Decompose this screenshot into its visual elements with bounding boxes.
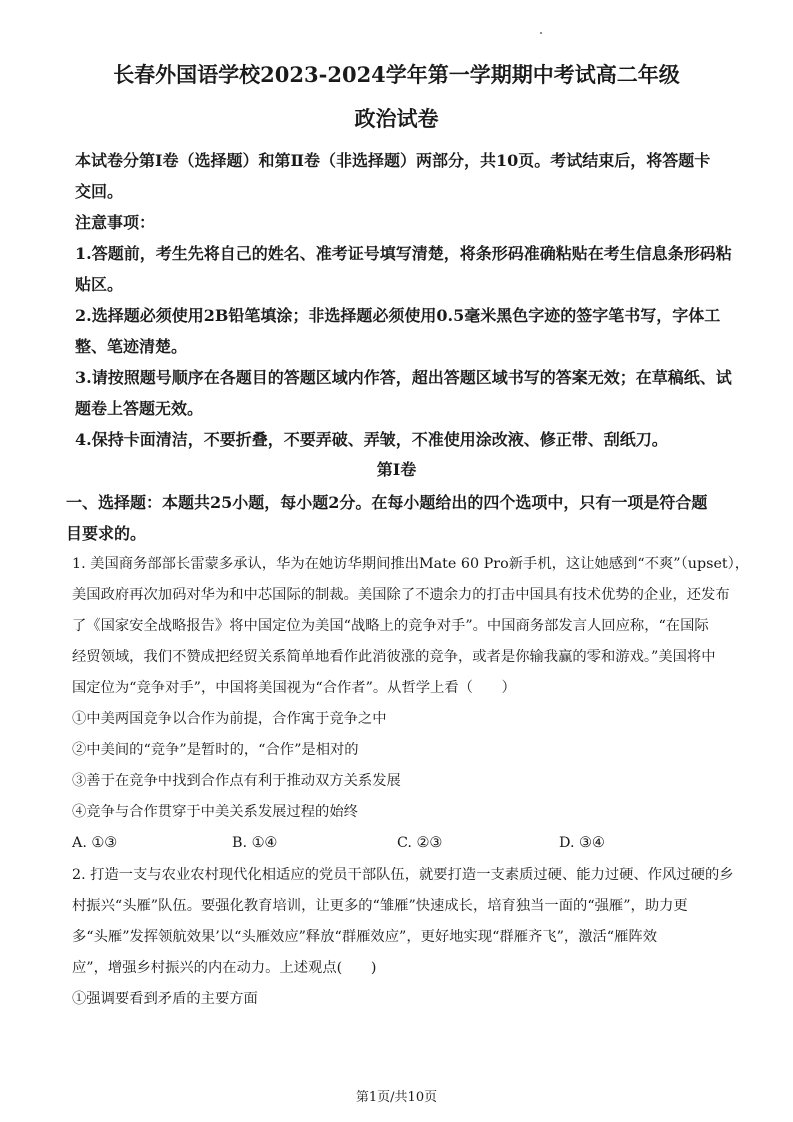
statement: ①强调要看到矛盾的主要方面 [72,991,258,1007]
statement: ④竞争与合作贯穿于中美关系发展过程的始终 [72,804,358,820]
notice-item: 3.请按照题号顺序在各题目的答题区域内作答，超出答题区域书写的答案无效；在草稿纸、试 [75,368,732,387]
section-heading [66,487,731,549]
option-b[interactable]: B. ①④ [232,835,278,851]
notice-item: 2.选择题必须使用2B铅笔填涂；非选择题必须使用0.5毫米黑色字迹的签字笔书写，字体工 [75,306,721,325]
option-c[interactable]: C. ②③ [397,835,443,851]
question-stem-line: 应”，增强乡村振兴的内在动力。上述观点( ) [72,960,377,976]
option-d[interactable]: D. ③④ [559,835,605,851]
notice-item: 整、笔迹清楚。 [75,337,188,356]
notice-item: 贴区。 [75,275,124,294]
statement: ①中美两国竞争以合作为前提，合作寓于竞争之中 [72,711,387,727]
scan-dot [540,32,542,34]
intro-line: 交回。 [75,182,124,201]
notice-item: 题卷上答题无效。 [75,399,204,418]
question-2 [72,860,734,1015]
question-stem-line: 经贸领域，我们不赞成把经贸关系简单地看作此消彼涨的竞争，或者是你输我赢的零和游戏。”美国将中 [72,649,716,665]
volume-heading: 第Ⅰ卷 [376,460,417,479]
page-number: 第1页/共10页 [355,1090,438,1105]
question-stem-line: 2. 打造一支与农业农村现代化相适应的党员干部队伍，就要打造一支素质过硬、能力过硬、作风过硬的乡 [72,867,734,883]
question-stem-line: 1. 美国商务部部长雷蒙多承认，华为在她访华期间推出Mate 60 Pro新手机，这让她感到“不爽”（upset）， [72,556,750,572]
question-stem-line: 美国政府再次加码对华为和中芯国际的制裁。美国除了不遗余力的打击中国具有技术优势的企业，还发布 [72,587,730,603]
question-stem-line: 了《国家安全战略报告》将中国定位为美国“战略上的竞争对手”。中国商务部发言人回应称，“在国际 [72,618,709,634]
question-stem-line: 村振兴“头雁”队伍。要强化教育培训，让更多的“雏雁”快速成长，培育独当一面的“强雁”，助力更 [72,898,688,914]
question-1-options [72,828,727,859]
question-1 [72,549,750,828]
exam-intro [75,145,732,455]
statement: ②中美间的“竞争”是暂时的，“合作”是相对的 [72,742,359,758]
exam-subject: 政治试卷 [354,106,439,131]
option-a[interactable]: A. ①③ [72,835,118,851]
statement: ③善于在竞争中找到合作点有利于推动双方关系发展 [72,773,401,789]
intro-line: 本试卷分第Ⅰ卷（选择题）和第Ⅱ卷（非选择题）两部分，共10页。考试结束后，将答题卡 [75,151,711,170]
question-stem-line: 国定位为“竞争对手”，中国将美国视为“合作者”。从哲学上看（ ） [72,680,516,696]
notice-item: 4.保持卡面清洁，不要折叠，不要弄破、弄皱，不准使用涂改液、修正带、刮纸刀。 [75,430,668,449]
question-stem-line: 多“头雁”发挥领航效果’以“头雁效应”释放“群雁效应”，更好地实现“群雁齐飞”，激活“雁阵效 [72,929,658,945]
section-heading-line: 目要求的。 [66,524,147,543]
notice-title: 注意事项： [75,213,156,232]
exam-title: 长春外国语学校2023-2024学年第一学期期中考试高二年级 [113,62,680,87]
notice-item: 1.答题前，考生先将自己的姓名、准考证号填写清楚，将条形码准确粘贴在考生信息条形码粘 [75,244,732,263]
section-heading-line: 一、选择题：本题共25小题，每小题2分。在每小题给出的四个选项中，只有一项是符合题 [66,493,708,512]
